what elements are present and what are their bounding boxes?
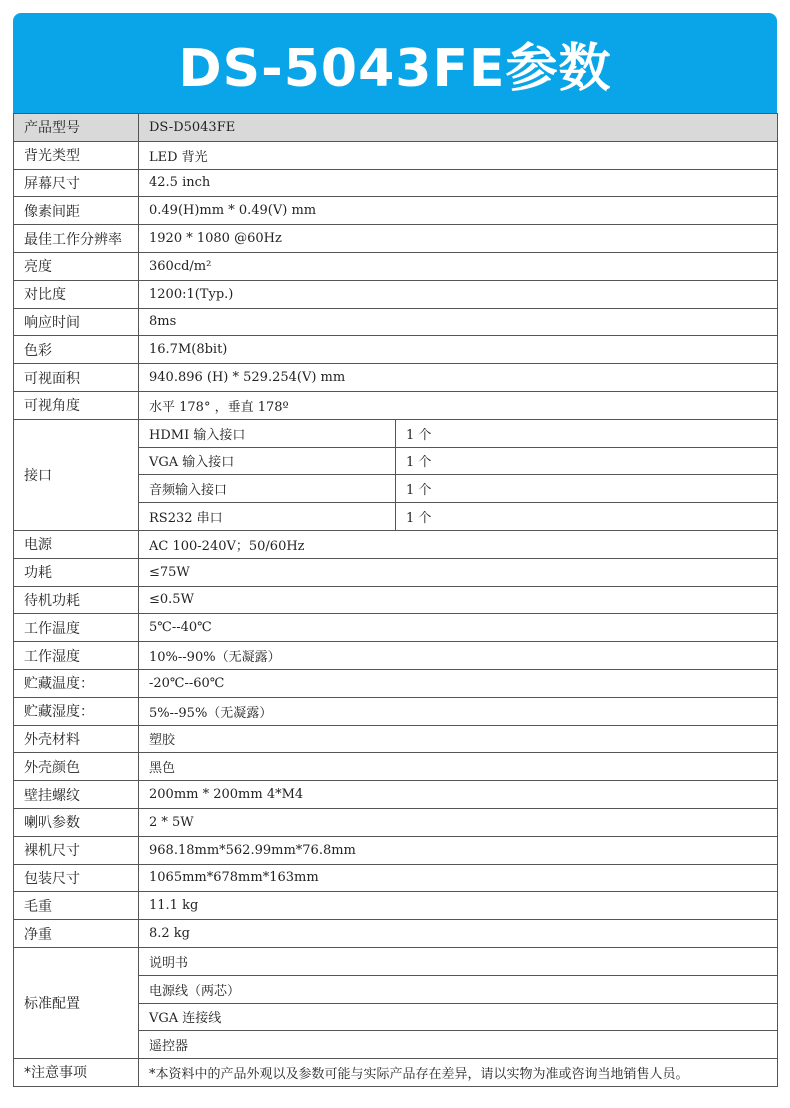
interface-row <box>14 419 778 447</box>
spec-value: 0.49(H)mm * 0.49(V) mm <box>139 197 778 225</box>
spec-key: 毛重 <box>14 892 139 920</box>
accessory-item: VGA 连接线 <box>139 1003 778 1031</box>
spec-key: 最佳工作分辨率 <box>14 225 139 253</box>
accessory-item: 遥控器 <box>139 1031 778 1059</box>
spec-key: 功耗 <box>14 558 139 586</box>
note-text: *本资料中的产品外观以及参数可能与实际产品存在差异，请以实物为准或咨询当地销售人员。 <box>139 1059 778 1087</box>
spec-row <box>14 280 778 308</box>
spec-row <box>14 614 778 642</box>
spec-value: ≤75W <box>139 558 778 586</box>
spec-value: 8.2 kg <box>139 920 778 948</box>
spec-key: 包装尺寸 <box>14 864 139 892</box>
spec-row <box>14 669 778 697</box>
spec-row <box>14 781 778 809</box>
spec-value: 1920 * 1080 @60Hz <box>139 225 778 253</box>
spec-value: 2 * 5W <box>139 808 778 836</box>
spec-value: 968.18mm*562.99mm*76.8mm <box>139 836 778 864</box>
spec-value: LED 背光 <box>139 141 778 169</box>
spec-row <box>14 864 778 892</box>
spec-row <box>14 892 778 920</box>
spec-value: 5%--95%（无凝露） <box>139 697 778 725</box>
spec-key: 裸机尺寸 <box>14 836 139 864</box>
interface-name: 音频输入接口 <box>139 475 396 503</box>
spec-key: 响应时间 <box>14 308 139 336</box>
spec-key: 接口 <box>14 419 139 530</box>
spec-key: 产品型号 <box>14 114 139 142</box>
spec-value: 16.7M(8bit) <box>139 336 778 364</box>
spec-key: 贮藏湿度： <box>14 697 139 725</box>
interface-count: 1 个 <box>396 503 778 531</box>
title-banner <box>13 13 777 113</box>
spec-value: 1200:1(Typ.) <box>139 280 778 308</box>
spec-key: 可视角度 <box>14 391 139 419</box>
interface-name: VGA 输入接口 <box>139 447 396 475</box>
spec-key: 工作湿度 <box>14 642 139 670</box>
note-key: *注意事项 <box>14 1059 139 1087</box>
interface-count: 1 个 <box>396 475 778 503</box>
spec-row <box>14 725 778 753</box>
spec-value: 940.896 (H) * 529.254(V) mm <box>139 364 778 392</box>
spec-row <box>14 586 778 614</box>
spec-row <box>14 558 778 586</box>
spec-value: 5℃--40℃ <box>139 614 778 642</box>
spec-key: 可视面积 <box>14 364 139 392</box>
spec-table <box>13 113 778 1087</box>
spec-value: 11.1 kg <box>139 892 778 920</box>
accessory-item: 电源线（两芯） <box>139 975 778 1003</box>
spec-row <box>14 141 778 169</box>
note-row <box>14 1059 778 1087</box>
spec-row <box>14 169 778 197</box>
spec-row <box>14 336 778 364</box>
spec-value: 8ms <box>139 308 778 336</box>
spec-row <box>14 530 778 558</box>
spec-value: 200mm * 200mm 4*M4 <box>139 781 778 809</box>
page-title: DS-5043FE参数 <box>178 38 612 99</box>
spec-value: AC 100-240V；50/60Hz <box>139 530 778 558</box>
interface-name: HDMI 输入接口 <box>139 419 396 447</box>
spec-key: 外壳材料 <box>14 725 139 753</box>
spec-key: 壁挂螺纹 <box>14 781 139 809</box>
spec-key: 工作温度 <box>14 614 139 642</box>
spec-value: 42.5 inch <box>139 169 778 197</box>
spec-key: 待机功耗 <box>14 586 139 614</box>
interface-name: RS232 串口 <box>139 503 396 531</box>
spec-row <box>14 836 778 864</box>
interface-count: 1 个 <box>396 447 778 475</box>
spec-value: 360cd/m² <box>139 252 778 280</box>
spec-row <box>14 225 778 253</box>
spec-value: -20℃--60℃ <box>139 669 778 697</box>
spec-value: 10%--90%（无凝露） <box>139 642 778 670</box>
spec-key: 亮度 <box>14 252 139 280</box>
spec-key: 外壳颜色 <box>14 753 139 781</box>
spec-row <box>14 697 778 725</box>
spec-row <box>14 364 778 392</box>
spec-row <box>14 808 778 836</box>
spec-value: 1065mm*678mm*163mm <box>139 864 778 892</box>
spec-row <box>14 753 778 781</box>
spec-key: 背光类型 <box>14 141 139 169</box>
spec-row <box>14 197 778 225</box>
spec-key: 屏幕尺寸 <box>14 169 139 197</box>
spec-key: 对比度 <box>14 280 139 308</box>
spec-key: 标准配置 <box>14 947 139 1058</box>
spec-key: 像素间距 <box>14 197 139 225</box>
spec-value: DS-D5043FE <box>139 114 778 142</box>
spec-value: 水平 178° ，垂直 178º <box>139 391 778 419</box>
spec-row <box>14 252 778 280</box>
accessory-row <box>14 947 778 975</box>
interface-count: 1 个 <box>396 419 778 447</box>
spec-key: 色彩 <box>14 336 139 364</box>
spec-row <box>14 920 778 948</box>
spec-row <box>14 391 778 419</box>
spec-key: 贮藏温度： <box>14 669 139 697</box>
spec-key: 电源 <box>14 530 139 558</box>
spec-value: ≤0.5W <box>139 586 778 614</box>
spec-value: 黑色 <box>139 753 778 781</box>
spec-key: 净重 <box>14 920 139 948</box>
accessory-item: 说明书 <box>139 947 778 975</box>
spec-row <box>14 114 778 142</box>
spec-row <box>14 642 778 670</box>
spec-value: 塑胶 <box>139 725 778 753</box>
spec-key: 喇叭参数 <box>14 808 139 836</box>
spec-row <box>14 308 778 336</box>
